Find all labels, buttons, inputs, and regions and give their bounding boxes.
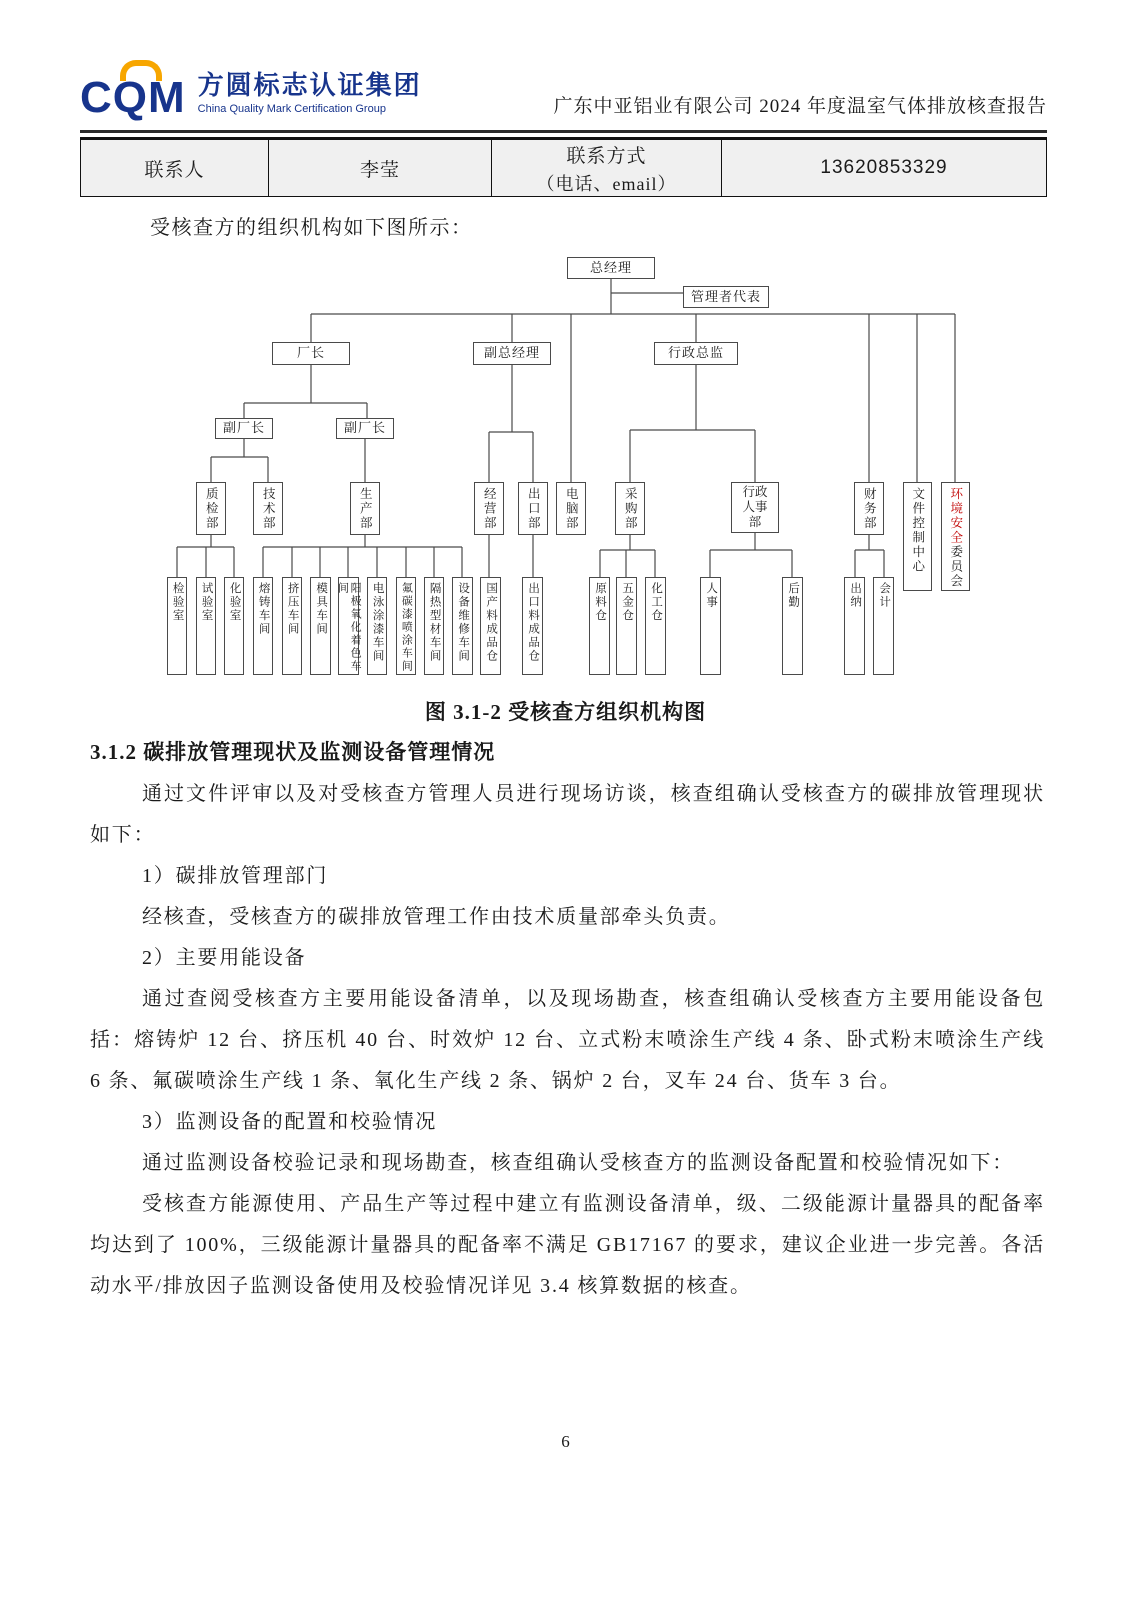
org-node-test-room: 试验室 <box>196 577 216 675</box>
logo-name-cn: 方圆标志认证集团 <box>197 70 422 101</box>
org-node-domestic-finished-warehouse: 国产料成品仓 <box>480 577 501 675</box>
cqm-logo <box>80 66 422 120</box>
cqm-logo-mark <box>80 66 186 120</box>
org-node-melting-casting-workshop: 熔铸车间 <box>253 577 273 675</box>
paragraph: 1）碳排放管理部门 <box>142 865 329 887</box>
org-node-chemical-lab: 化验室 <box>224 577 244 675</box>
paragraph: 3）监测设备的配置和校验情况 <box>142 1111 438 1133</box>
org-node-raw-material-warehouse: 原料仓 <box>589 577 610 675</box>
section-heading: 3.1.2 碳排放管理现状及监测设备管理情况 <box>90 740 496 764</box>
logo-acronym: CQM <box>80 73 186 122</box>
org-node-accounting: 会计 <box>873 577 894 675</box>
org-node-hardware-warehouse: 五金仓 <box>616 577 637 675</box>
intro-sentence: 受核查方的组织机构如下图所示： <box>150 217 473 239</box>
org-node-inspection-room: 检验室 <box>167 577 187 675</box>
logo-arc-icon <box>120 60 162 81</box>
org-node-label-part: 环境安全 <box>948 487 963 545</box>
org-node-technology-dept: 技术部 <box>253 482 283 535</box>
org-node-deputy-factory-director-2: 副厂长 <box>336 418 394 439</box>
org-node-admin-hr-dept: 行政人事部 <box>731 482 779 533</box>
org-node-anodizing-coloring-workshop: 阳极氧化着色车间 <box>338 577 359 675</box>
org-node-admin-director: 行政总监 <box>654 342 738 365</box>
org-node-general-manager: 总经理 <box>567 257 655 279</box>
org-node-export-finished-warehouse: 出口料成品仓 <box>522 577 543 675</box>
paragraph: 2）主要用能设备 <box>142 947 307 969</box>
page-header <box>80 0 1047 133</box>
paragraph: 受核查方能源使用、产品生产等过程中建立有监测设备清单，级、二级能源计量器具的配备率均达到了 100%，三级能源计量器具的配备率不满足 GB17167 的要求，建议企业进一步完善。各活动水平/排放因子监测设备使用及校验情况详见 3.4 核算数据的核查。 <box>90 1193 1045 1297</box>
org-node-factory-director: 厂长 <box>272 342 350 365</box>
org-node-computer-dept: 电脑部 <box>556 482 586 535</box>
logo-name-en: China Quality Mark Certification Group <box>197 102 386 115</box>
contact-method-sub: （电话、email） <box>536 173 677 194</box>
contact-phone-cell: 13620853329 <box>721 140 1046 196</box>
org-node-doc-control-center: 文件控制中心 <box>903 482 932 591</box>
org-node-deputy-general-manager: 副总经理 <box>473 342 551 365</box>
org-node-finance-dept: 财务部 <box>854 482 884 535</box>
org-node-business-dept: 经营部 <box>474 482 504 535</box>
contact-method-cell <box>491 140 721 196</box>
org-node-cashier: 出纳 <box>844 577 865 675</box>
org-node-personnel: 人事 <box>700 577 721 675</box>
org-node-extrusion-workshop: 挤压车间 <box>282 577 302 675</box>
contact-label-cell: 联系人 <box>144 159 205 181</box>
org-node-logistics: 后勤 <box>782 577 803 675</box>
org-node-quality-inspection-dept: 质检部 <box>196 482 226 535</box>
org-node-purchasing-dept: 采购部 <box>615 482 645 535</box>
org-node-env-safety-committee <box>941 482 970 591</box>
contact-table <box>80 137 1047 197</box>
org-node-management-representative: 管理者代表 <box>683 286 769 308</box>
paragraph: 通过文件评审以及对受核查方管理人员进行现场访谈，核查组确认受核查方的碳排放管理现状如下： <box>90 783 1045 846</box>
contact-method-label: 联系方式 <box>566 145 647 167</box>
org-node-chemical-warehouse: 化工仓 <box>645 577 666 675</box>
paragraph: 经核查，受核查方的碳排放管理工作由技术质量部牵头负责。 <box>142 906 731 928</box>
paragraph: 通过监测设备校验记录和现场勘查，核查组确认受核查方的监测设备配置和校验情况如下： <box>142 1152 1014 1174</box>
figure-caption: 图 3.1-2 受核查方组织机构图 <box>424 700 707 724</box>
org-chart <box>0 240 1131 690</box>
org-node-label-part: 委员会 <box>948 545 963 589</box>
org-node-fluorocarbon-spraying-workshop: 氟碳漆喷涂车间 <box>396 577 416 675</box>
section-body <box>90 774 1045 1307</box>
org-node-production-dept: 生产部 <box>350 482 380 535</box>
contact-name-cell: 李莹 <box>268 140 491 196</box>
page-number: 6 <box>561 1432 570 1451</box>
paragraph: 通过查阅受核查方主要用能设备清单，以及现场勘查，核查组确认受核查方主要用能设备包括：熔铸炉 12 台、挤压机 40 台、时效炉 12 台、立式粉末喷涂生产线 4 条、卧式粉末喷涂生产线 6 条、氟碳喷涂生产线 1 条、氧化生产线 2 条、锅炉 2 台，叉车 24 台、货车 3 台。 <box>90 988 1045 1092</box>
document-title: 广东中亚铝业有限公司 2024 年度温室气体排放核查报告 <box>553 96 1047 117</box>
org-node-electrophoresis-coating-workshop: 电泳涂漆车间 <box>367 577 387 675</box>
org-node-mold-workshop: 模具车间 <box>310 577 331 675</box>
org-node-deputy-factory-director-1: 副厂长 <box>215 418 273 439</box>
org-node-export-dept: 出口部 <box>518 482 548 535</box>
org-node-equipment-maintenance-workshop: 设备维修车间 <box>452 577 473 675</box>
org-node-thermal-break-profile-workshop: 隔热型材车间 <box>424 577 444 675</box>
logo-text <box>198 71 422 115</box>
